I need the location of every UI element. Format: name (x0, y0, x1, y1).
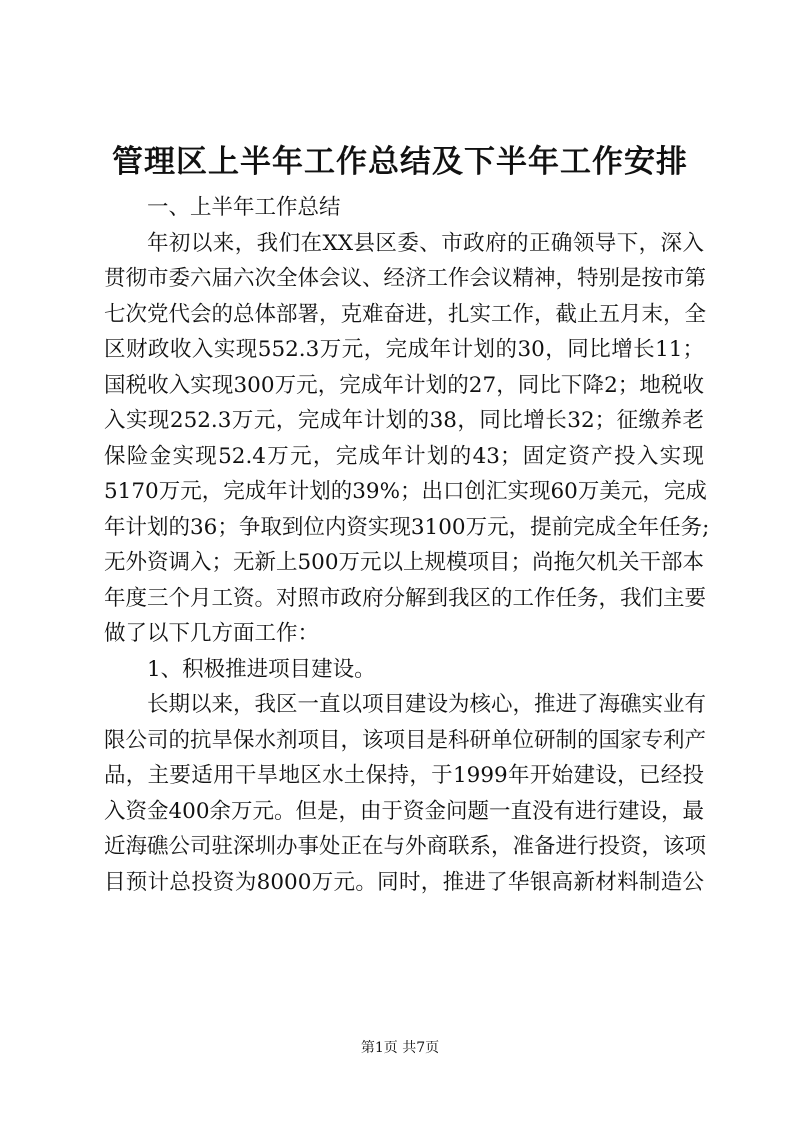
text-line: 入资金400余万元。但是，由于资金问题一直没有进行建设，最 (104, 798, 705, 824)
text-line: 品，主要适用干旱地区水土保持，于1999年开始建设，已经投 (104, 763, 704, 788)
document-title: 管理区上半年工作总结及下半年工作安排 (112, 144, 688, 180)
text-line: 年度三个月工资。对照市政府分解到我区的工作任务，我们主要 (104, 585, 707, 611)
document-body (104, 190, 710, 900)
text-line: 长期以来，我区一直以项目建设为核心，推进了海礁实业有 (147, 692, 707, 717)
text-line: 入实现252.3万元，完成年计划的38，同比增长32；征缴养老 (104, 408, 704, 433)
text-line: 区财政收入实现552.3万元，完成年计划的30，同比增长11； (104, 337, 704, 362)
text-line: 5170万元，完成年计划的39%；出口创汇实现60万美元，完成 (104, 479, 707, 504)
text-line: 近海礁公司驻深圳办事处正在与外商联系，准备进行投资，该项 (104, 834, 707, 859)
text-line: 年计划的36；争取到位内资实现3100万元，提前完成全年任务; (104, 514, 710, 540)
text-line: 无外资调入；无新上500万元以上规模项目；尚拖欠机关干部本 (104, 550, 705, 575)
text-line: 贯彻市委六届六次全体会议、经济工作会议精神，特别是按市第 (104, 266, 707, 291)
text-line: 目预计总投资为8000万元。同时，推进了华银高新材料制造公 (104, 869, 704, 895)
text-line: 年初以来，我们在XX县区委、市政府的正确领导下，深入 (147, 230, 704, 256)
text-line: 保险金实现52.4万元，完成年计划的43；固定资产投入实现 (104, 443, 704, 469)
page-footer: 第1页 共7页 (360, 1040, 440, 1056)
text-line: 1、积极推进项目建设。 (147, 656, 376, 682)
text-line: 限公司的抗旱保水剂项目，该项目是科研单位研制的国家专利产 (104, 727, 707, 753)
text-line: 国税收入实现300万元，完成年计划的27，同比下降2；地税收 (104, 372, 704, 398)
text-line: 七次党代会的总体部署，克难奋进，扎实工作，截止五月末，全 (104, 301, 707, 327)
text-line: 一、上半年工作总结 (147, 195, 341, 220)
text-line: 做了以下几方面工作： (104, 621, 320, 646)
